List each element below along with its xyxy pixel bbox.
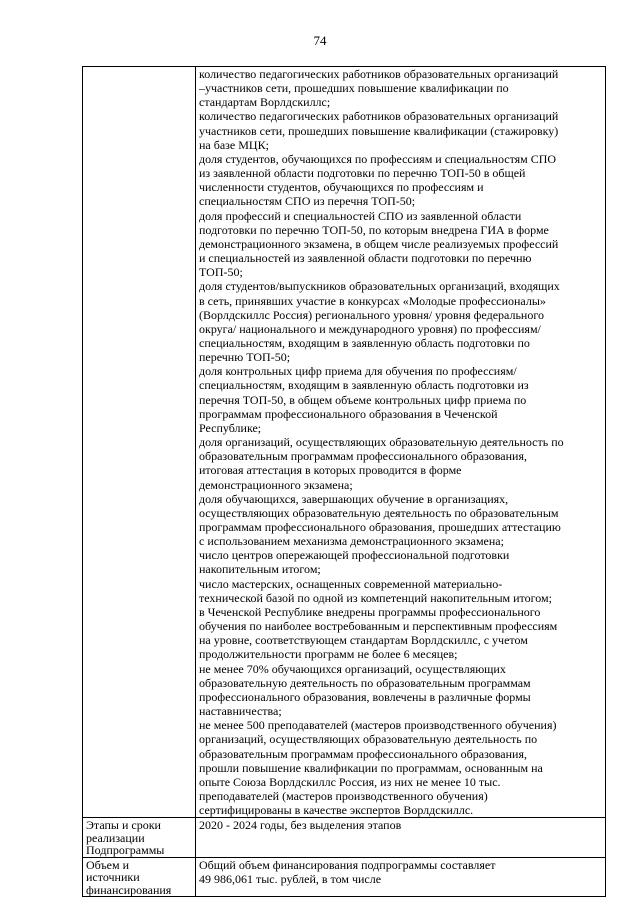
indicator-line: на базе МЦК; (199, 137, 269, 152)
funding-label-cell (83, 857, 196, 897)
indicator-line: количество педагогических работников образовательных организаций (199, 109, 559, 124)
stages-label-line: реализации (86, 830, 145, 845)
stages-label-cell (83, 818, 196, 858)
indicator-line: из заявленной области подготовки по перечню ТОП-50 в общей (199, 166, 526, 181)
indicator-line: –участников сети, прошедших повышение квалификации по (199, 81, 509, 96)
indicator-line: осуществляющих образовательную деятельность по образовательным (199, 505, 559, 520)
funding-label-line: финансирования (86, 882, 172, 897)
indicator-line: демонстрационного экзамена, в общем числе реализуемых профессий (199, 236, 559, 251)
indicator-line: и специальностей из заявленной области подготовки по перечню (199, 251, 532, 266)
indicator-line: образовательную деятельность по образовательным программам (199, 675, 531, 690)
indicator-line: наставничества; (199, 704, 282, 719)
indicator-line: подготовки по перечню ТОП-50, по которым внедрена ГИА в форме (199, 222, 549, 237)
indicator-line: (Ворлдскиллс Россия) регионального уровня/ уровня федерального (199, 307, 544, 322)
indicator-line: на уровне, соответствующем стандартам Ворлдскиллс, с учетом (199, 633, 528, 648)
indicator-line: доля организаций, осуществляющих образовательную деятельность по (199, 435, 564, 450)
indicator-line: преподавателей (мастеров производственного обучения) (199, 788, 488, 803)
indicator-line: накопительным итогом; (199, 562, 321, 577)
indicator-line: демонстрационного экзамена; (199, 477, 353, 492)
indicator-line: образовательным программам профессионального образования, (199, 449, 527, 464)
stages-value-line: 2020 - 2024 годы, без выделения этапов (199, 818, 402, 833)
indicator-line: численности студентов, обучающихся по профессиям и (199, 180, 484, 195)
indicator-line: специальностям, входящим в заявленную область подготовки по (199, 335, 530, 350)
indicator-line: организаций, осуществляющих образовательную деятельность по (199, 732, 538, 747)
indicator-line: сертифицированы в качестве экспертов Ворлдскиллс. (199, 803, 474, 818)
indicator-line: доля обучающихся, завершающих обучение в организациях, (199, 491, 509, 506)
funding-label-line: источники (86, 870, 140, 885)
indicator-line: профессионального образования, вовлечены в различные формы (199, 689, 531, 704)
indicator-line: программам профессионального образования в Чеченской (199, 406, 498, 421)
table-row (83, 818, 606, 858)
indicator-line: программам профессионального образования, прошедших аттестацию (199, 520, 561, 534)
indicators-cell (196, 67, 606, 818)
indicator-line: специальностям, входящим в заявленную область подготовки из (199, 378, 529, 393)
funding-value-line: 49 986,061 тыс. рублей, в том числе (199, 871, 382, 886)
indicator-line: доля контрольных цифр приема для обучения по профессиям/ (199, 364, 517, 379)
indicator-line: образовательным программам профессионального образования, (199, 746, 527, 761)
funding-value-cell (196, 857, 606, 897)
indicator-line: число центров опережающей профессиональной подготовки (199, 548, 510, 563)
page-number: 74 (313, 33, 327, 48)
indicator-line: опыте Союза Ворлдскиллс Россия, из них не менее 10 тыс. (199, 774, 501, 789)
indicator-line: перечню ТОП-50; (199, 350, 291, 365)
row-label-cell (83, 67, 196, 818)
indicator-line: округа/ национального и международного уровня) по профессиям/ (199, 321, 541, 336)
indicator-line: продолжительности программ не более 6 месяцев; (199, 647, 458, 662)
indicator-line: технической базой по одной из компетенций накопительным итогом; (199, 590, 552, 605)
funding-value-line: Общий объем финансирования подпрограммы составляет (199, 857, 496, 872)
program-table (82, 66, 606, 897)
indicator-line: доля студентов, обучающихся по профессиям и специальностям СПО (199, 151, 557, 166)
indicator-line: не менее 500 преподавателей (мастеров производственного обучения) (199, 718, 557, 733)
stages-label-line: Этапы и сроки (86, 818, 161, 833)
table-row (83, 67, 606, 818)
indicator-line: перечня ТОП-50, в общем объеме контрольных цифр приема по (199, 392, 527, 407)
indicator-line: доля профессий и специальностей СПО из заявленной области (199, 208, 522, 223)
indicator-line: специальностям СПО из перечня ТОП-50; (199, 194, 416, 209)
indicator-line: в сеть, принявших участие в конкурсах «Молодые профессионалы» (199, 293, 546, 308)
indicator-line: доля студентов/выпускников образовательных организаций, входящих (199, 279, 560, 294)
stages-value-cell (196, 818, 606, 858)
indicator-line: прошли повышение квалификации по программам, основанным на (199, 760, 543, 775)
stages-label-line: Подпрограммы (86, 843, 165, 858)
indicator-line: участников сети, прошедших повышение квалификации (стажировку) (199, 123, 559, 138)
indicator-line: ТОП-50; (199, 265, 243, 280)
indicator-line: Республике; (199, 420, 262, 435)
indicator-line: итоговая аттестация в которых проводится в форме (199, 463, 462, 478)
indicator-line: с использованием механизма демонстрационного экзамена; (199, 534, 504, 549)
indicator-line: обучения по наиболее востребованным и перспективным профессиям (199, 619, 558, 634)
funding-label-line: Объем и (86, 857, 130, 872)
indicator-line: не менее 70% обучающихся организаций, осуществляющих (199, 661, 506, 676)
table-row (83, 857, 606, 897)
indicator-line: число мастерских, оснащенных современной материально- (199, 576, 503, 591)
indicator-line: стандартам Ворлдскиллс; (199, 95, 331, 110)
indicator-line: количество педагогических работников образовательных организаций (199, 67, 559, 81)
indicator-line: в Чеченской Республике внедрены программы профессионального (199, 604, 541, 619)
